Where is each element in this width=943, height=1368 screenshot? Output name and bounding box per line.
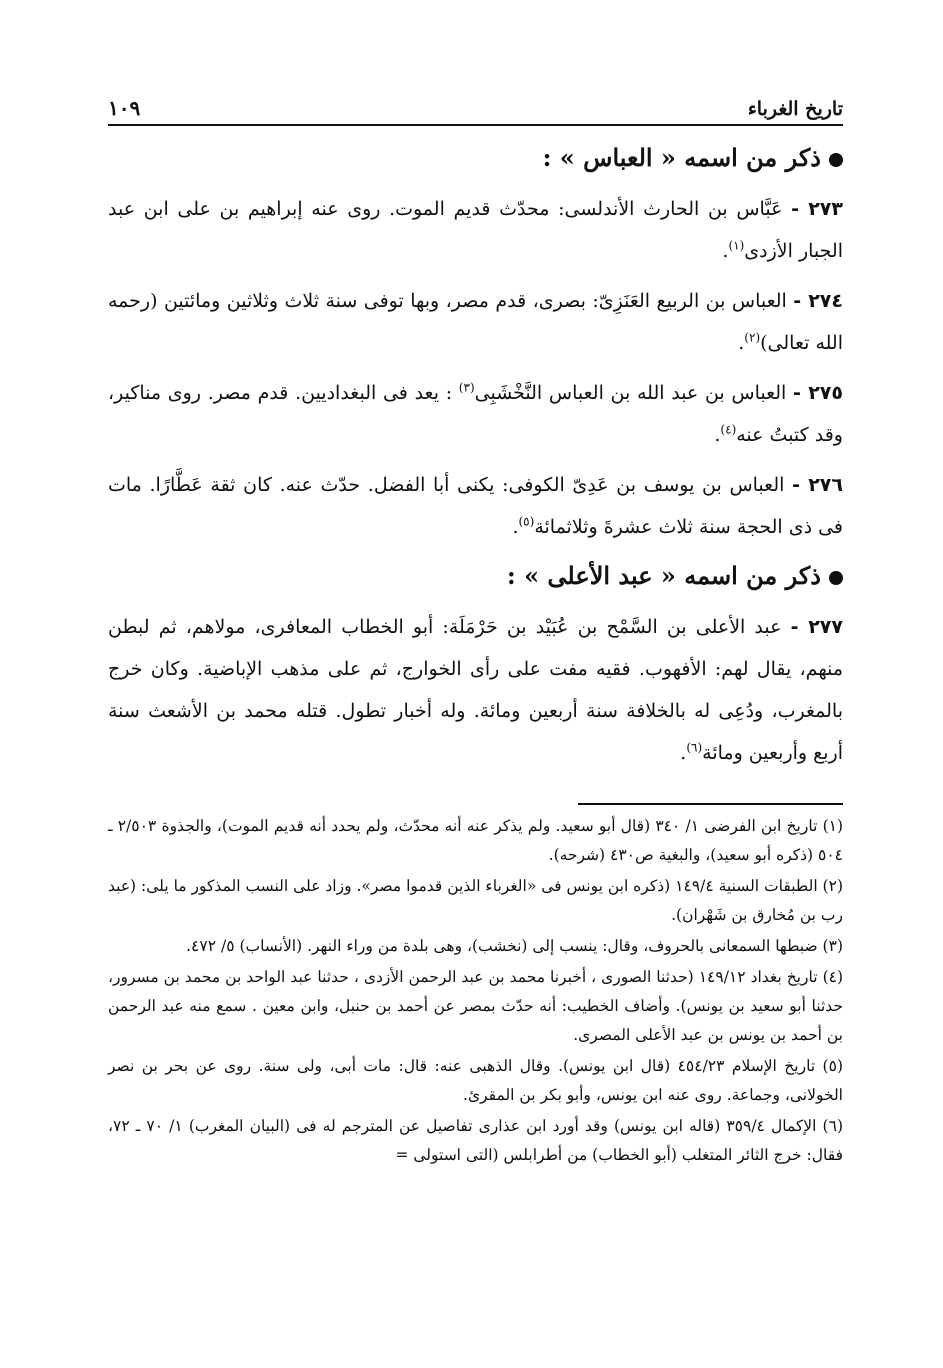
footnote-2: (٢) الطبقات السنية ١٤٩/٤ (ذكره ابن يونس فى «الغرباء الذين قدموا مصر». وزاد على النسب المذكور ما يلى: (عبد رب بن مُخارق بن شَهْران). [108, 877, 843, 924]
page-number: ١٠٩ [108, 96, 141, 120]
running-title: تاريخ الغرباء [747, 98, 843, 120]
entry-273: ٢٧٣ - عَبَّاس بن الحارث الأندلسى: محدّث قديم الموت. روى عنه إبراهيم بن على ابن عبد الجبار الأزدى$^{(١)}$. [108, 198, 843, 262]
main-text [108, 138, 843, 782]
footnote-1: (١) تاريخ ابن الفرضى ١/ ٣٤٠ (قال أبو سعيد. ولم يذكر عنه أنه محدّث، ولم يحدد أنه قديم الموت)، والجذوة ٢/٥٠٣ ـ ٥٠٤ (ذكره أبو سعيد)، والبغية ص٤٣٠ (شرحه). [108, 817, 844, 864]
entry-277: ٢٧٧ - عبد الأعلى بن السَّمْح بن عُبَيْد بن حَرْمَلَة: أبو الخطاب المعافرى، مولاهم، ثم لبطن منهم، يقال لهم: الأفهوب. فقيه مفت على رأى الخوارج، ثم على مذهب الإباضية. وكان خرج بالمغرب، ودُعِى له بالخلافة سنة أربعين ومائة. وله أخبار تطول. قتله محمد بن الأشعث سنة أربع وأربعين ومائة$^{(٦)}$. [108, 616, 843, 764]
bullet-icon [829, 153, 843, 167]
footnote-6: (٦) الإكمال ٣٥٩/٤ (قاله ابن يونس) وقد أورد ابن عذارى تفاصيل عن المترجم له فى (البيان المغرب) ١/ ٧٠ ـ ٧٢، فقال: خرج الثائر المتغلب (أبو الخطاب) من أطرابلس (التى استولى = [108, 1117, 843, 1164]
footnote-divider [578, 803, 843, 805]
section-heading-abd-al-ala: ذكر من اسمه « عبد الأعلى » : [108, 556, 843, 596]
running-header [108, 86, 843, 126]
entry-275: ٢٧٥ - العباس بن عبد الله بن العباس النَّخْشَبِى$^{(٣)}$ : يعد فى البغداديين. قدم مصر. روى مناكير، وقد كتبتُ عنه$^{(٤)}$. [108, 380, 843, 446]
bullet-icon [829, 571, 843, 585]
entry-276: ٢٧٦ - العباس بن يوسف بن عَدِىّ الكوفى: يكنى أبا الفضل. حدّث عنه. كان ثقة عَطَّارًا. مات فى ذى الحجة سنة ثلاث عشرةَ وثلاثمائة$^{(٥)}$. [108, 474, 843, 538]
section-heading-abbas: ذكر من اسمه « العباس » : [108, 138, 843, 178]
footnote-5: (٥) تاريخ الإسلام ٤٥٤/٢٣ (قال ابن يونس). وقال الذهبى عنه: قال: مات أبى، ولى سنة. روى عن بحر بن نصر الخولانى، وجماعة. روى عنه ابن يونس، وأبو بكر بن المقرئ. [108, 1057, 843, 1104]
footnote-4: (٤) تاريخ بغداد ١٤٩/١٢ (حدثنا الصورى ، أخبرنا محمد بن عبد الرحمن الأزدى ، حدثنا عبد الواحد بن محمد بن مسرور، حدثنا أبو سعيد بن يونس). وأضاف الخطيب: أنه حدّث بمصر عن أحمد بن حنبل، وابن معين . سمع منه عبد الرحمن بن أحمد بن يونس بن عبد الأعلى المصرى. [108, 968, 844, 1044]
footnotes [108, 812, 843, 1171]
entry-274: ٢٧٤ - العباس بن الربيع العَنَزِىّ: بصرى، قدم مصر، وبها توفى سنة ثلاث وثلاثين ومائتين (رحمه الله تعالى)$^{(٢)}$. [108, 290, 843, 354]
footnote-3: (٣) ضبطها السمعانى بالحروف، وقال: ينسب إلى (نخشب)، وهى بلدة من وراء النهر. (الأنساب) ٥/ ٤٧٢. [186, 937, 843, 955]
